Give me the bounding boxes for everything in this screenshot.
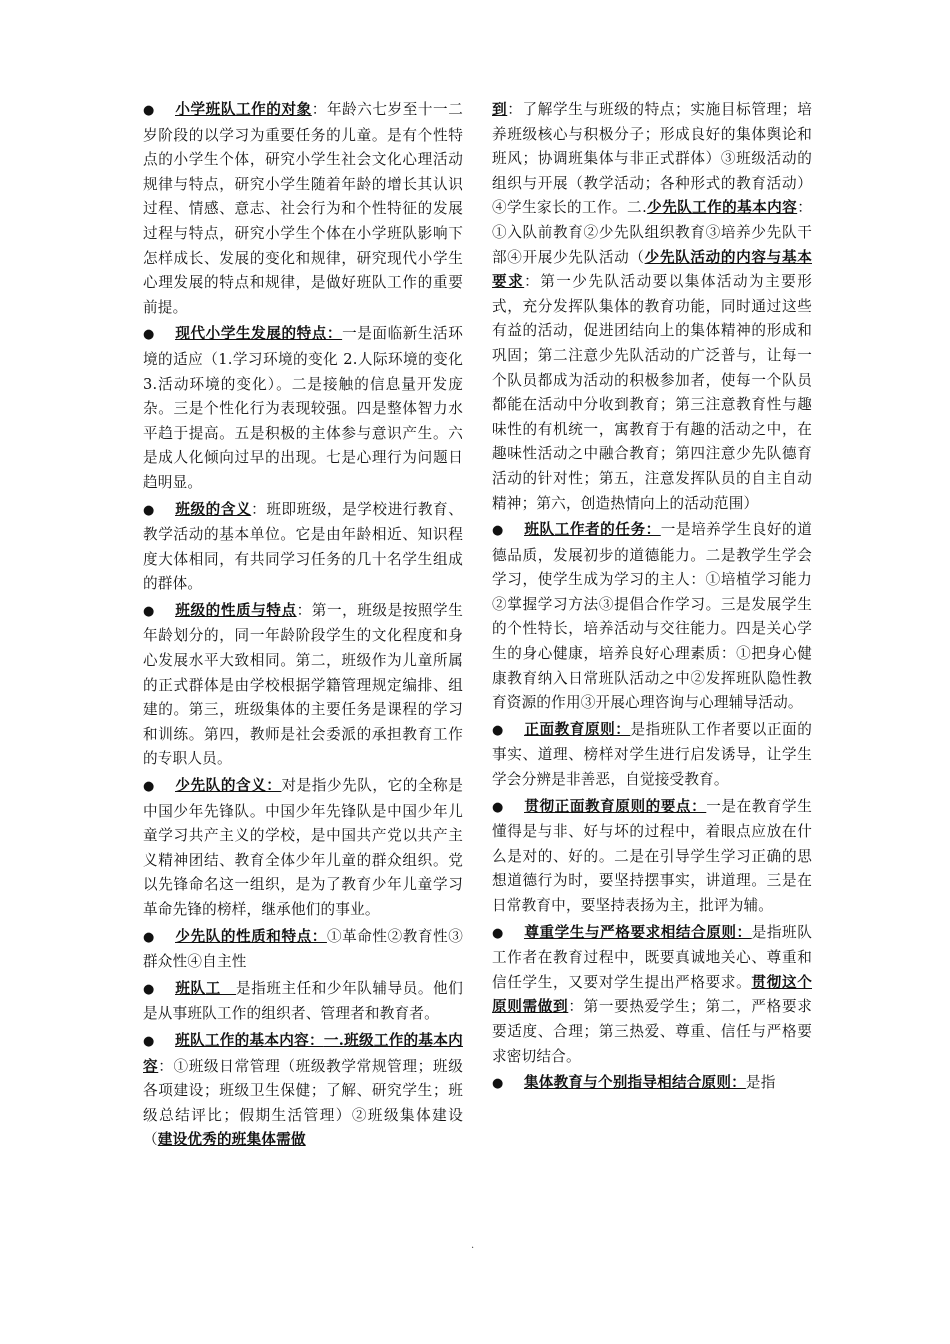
bullet-mark: ●: [143, 327, 155, 343]
entry-2: [143, 498, 463, 597]
entry-heading: 少先队的性质和特点：: [175, 927, 327, 945]
entry-subheading-2: 少先队活动的内容与基本要求: [492, 248, 812, 291]
entry-heading: 班级的性质与特点: [175, 601, 297, 619]
entry-body-2: ：①入队前教育②少先队组织教育③培养少先队干部④开展少先队活动（: [492, 199, 812, 266]
bullet-mark: ●: [143, 929, 155, 945]
right-column: [492, 98, 812, 1099]
entry-body: 是指班主任和少年队辅导员。他们是从事班队工作的组织者、管理者和教育者。: [143, 979, 463, 1023]
entry-heading: 到: [492, 101, 508, 118]
entry-body-2: ：第一要热爱学生；第二，严格要求要适度、合理；第三热爱、尊重、信任与严格要求密切结合。: [492, 998, 812, 1065]
bullet-mark: ●: [143, 1033, 155, 1049]
entry-body: 一是在教育学生懂得是与非、好与坏的过程中，着眼点应放在什么是对的、好的。二是在引导学生学习正确的思想道德行为时，要坚持摆事实，讲道理。三是在日常教育中，要坚持表扬为主，批评为辅。: [492, 797, 813, 914]
entry-0: [143, 98, 463, 320]
entry-subheading: 少先队工作的基本内容: [646, 199, 798, 217]
entry-heading: 尊重学生与严格要求相结合原则：: [524, 923, 752, 941]
entry-body: 是指班队工作者在教育过程中，既要真诚地关心、尊重和信任学生，又要对学生提出严格要求。: [492, 923, 812, 991]
entry-8: [492, 518, 812, 716]
entry-heading: 正面教育原则：: [524, 720, 631, 738]
entry-5: [143, 925, 463, 975]
entry-body: ：年龄六七岁至十一二岁阶段的以学习为重要任务的儿童。是有个性特点的小学生个体，研究小学生社会文化心理活动规律与特点，研究小学生随着年龄的增长其认识过程、情感、意志、社会行为和个性特征的发展过程与特点，研究小学生个体在小学班队影响下怎样成长、发展的变化和规律，研究现代小学生心理发展的特点和规律，是做好班队工作的重要前提。: [143, 101, 463, 316]
entry-heading: 班队工作者的任务：: [524, 521, 661, 539]
entry-body: ：第一，班级是按照学生年龄划分的，同一年龄阶段学生的文化程度和身心发展水平大致相同。第二，班级作为儿童所属的正式群体是由学校根据学籍管理规定编排、组建的。第三，班级集体的主要任务是课程的学习和训练。第四，教师是社会委派的承担教育工作的专职人员。: [143, 601, 463, 768]
entry-heading: 现代小学生发展的特点：: [175, 325, 343, 343]
bullet-mark: ●: [492, 1076, 504, 1092]
entry-subheading-2: 建设优秀的班集体需做: [157, 1131, 306, 1149]
entry-body: ①革命性②教育性③群众性④自主性: [143, 927, 463, 971]
entry-subheading: 贯彻这个原则需做到: [492, 973, 812, 1016]
bullet-mark: ●: [492, 722, 504, 738]
entry-4: [143, 774, 463, 923]
entry-6: [143, 977, 463, 1027]
bullet-mark: ●: [143, 603, 155, 619]
entry-body: ：了解学生与班级的特点；实施目标管理；培养班级核心与积极分子；形成良好的集体舆论和班风；协调班集体与非正式群体）③班级活动的组织与开展（教学活动；各种形式的教育活动）④学生家长的工作。二.: [492, 101, 812, 217]
entry-heading: 贯彻正面教育原则的要点：: [524, 797, 707, 815]
entry-continued: [492, 98, 812, 516]
bullet-mark: ●: [143, 981, 155, 997]
entry-7: [143, 1029, 463, 1153]
entry-body: 对是指少先队，它的全称是中国少年先锋队。中国少年先锋队是中国少年儿童学习共产主义的学校，是中国共产党以共产主义精神团结、教育全体少年儿童的群众组织。党以先锋命名这一组织，是为了教育少年儿童学习革命先锋的榜样，继承他们的事业。: [143, 777, 463, 918]
entry-heading: 班级的含义: [175, 500, 252, 518]
entry-body: ：①班级日常管理（班级教学常规管理；班级各项建设；班级卫生保健；了解、研究学生；班级总结评比；假期生活管理）②班级集体建设（: [143, 1057, 463, 1149]
entry-12: [492, 1071, 812, 1097]
left-column: [143, 98, 463, 1155]
entry-heading: 班队工: [175, 979, 236, 997]
entry-subheading-number: 一.: [323, 1031, 344, 1049]
entry-subheading: 班级工作的基本内容: [143, 1031, 463, 1075]
bullet-mark: ●: [492, 523, 504, 539]
entry-body: 是指班队工作者要以正面的事实、道理、榜样对学生进行启发诱导，让学生学会分辨是非善恶，自觉接受教育。: [492, 720, 812, 789]
entry-3: [143, 599, 463, 772]
entry-1: [143, 322, 463, 495]
bullet-mark: ●: [492, 925, 504, 941]
page-mark: .: [471, 1240, 475, 1251]
bullet-mark: ●: [143, 502, 155, 518]
bullet-mark: ●: [143, 779, 155, 795]
entry-heading: 少先队的含义：: [175, 777, 282, 795]
entry-heading: 集体教育与个别指导相结合原则：: [524, 1074, 746, 1092]
bullet-mark: ●: [492, 799, 504, 815]
entry-11: [492, 921, 812, 1070]
entry-body: 是指: [745, 1074, 776, 1092]
entry-body: 一是培养学生良好的道德品质，发展初步的道德能力。二是教学生学会学习，使学生成为学习的主人：①培植学习能力②掌握学习方法③提倡合作学习。三是发展学生的个性特长，培养活动与交往能力。四是关心学生的身心健康，培养良好心理素质：①把身心健康教育纳入日常班队活动之中②发挥班队隐性教育资源的作用③开展心理咨询与心理辅导活动。: [492, 521, 812, 712]
entry-body: ：班即班级，是学校进行教育、教学活动的基本单位。它是由年龄相近、知识程度大体相同，有共同学习任务的几十名学生组成的群体。: [143, 500, 463, 593]
entry-10: [492, 795, 812, 919]
entry-9: [492, 718, 812, 793]
entry-body-3: ：第一少先队活动要以集体活动为主要形式，充分发挥队集体的教育功能，同时通过这些有益的活动，促进团结向上的集体精神的形成和巩固；第二注意少先队活动的广泛普与，让每一个队员都成为活动的积极参加者，使每一个队员都能在活动中分收到教育；第三注意教育性与趣味性的有机统一，寓教育于有趣的活动之中，在趣味性活动之中融合教育；第四注意少先队德育活动的针对性；第五，注意发挥队员的自主自动精神；第六，创造热情向上的活动范围）: [492, 273, 813, 512]
entry-body: 一是面临新生活环境的适应（1.学习环境的变化 2.人际环境的变化 3.活动环境的变化）。二是接触的信息量开发庞杂。三是个性化行为表现较强。四是整体智力水平趋于提高。五是积极的主体参与意识产生。六是成人化倾向过早的出现。七是心理行为问题日趋明显。: [143, 325, 464, 491]
entry-heading: 小学班队工作的对象: [175, 101, 312, 118]
entry-heading: 班队工作的基本内容：: [175, 1031, 324, 1049]
bullet-mark: ●: [143, 103, 155, 118]
